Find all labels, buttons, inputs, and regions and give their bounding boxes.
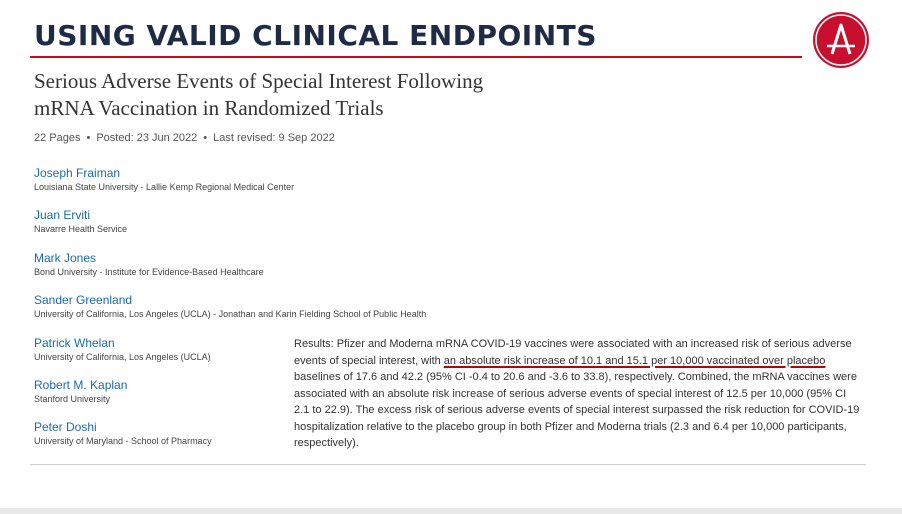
abstract-results <box>294 336 864 452</box>
author-entry <box>34 335 211 364</box>
author-name-link[interactable]: Peter Doshi <box>34 420 97 434</box>
author-entry <box>34 292 426 321</box>
paper-title <box>34 68 594 122</box>
page-count: 22 Pages <box>34 132 81 144</box>
abstract-text: baselines of 17.6 and 42.2 (95% CI -0.4 to 20.6 and -3.6 to 33.8), respectively. Combined, the mRNA vaccines were associated with an absolute risk increase of serious adverse events of special interest of 12.5 per 10,000 (95% CI 2.1 to 22.9). The excess risk of serious adverse events of special interest surpassed the risk reduction for COVID-19 hospitalization relative to the placebo group in both Pfizer and Moderna trials (2.3 and 6.4 per 10,000 participants, respectively). <box>294 371 860 449</box>
author-affiliation: University of California, Los Angeles (UCLA) <box>34 352 211 362</box>
author-affiliation: Bond University - Institute for Evidence-Based Healthcare <box>34 267 264 277</box>
author-affiliation: Stanford University <box>34 394 111 404</box>
author-entry <box>34 165 294 194</box>
author-entry <box>34 377 127 406</box>
author-affiliation: University of Maryland - School of Pharmacy <box>34 436 212 446</box>
paper-metadata <box>34 132 335 144</box>
author-name-link[interactable]: Mark Jones <box>34 251 97 265</box>
author-name-link[interactable]: Robert M. Kaplan <box>34 378 128 392</box>
author-affiliation: Louisiana State University - Lallie Kemp Regional Medical Center <box>34 182 295 192</box>
paper-title-line-2: mRNA Vaccination in Randomized Trials <box>34 96 384 120</box>
meta-separator: • <box>203 132 208 144</box>
posted-date: Posted: 23 Jun 2022 <box>96 132 198 144</box>
author-entry <box>34 207 127 236</box>
red-circle-a-logo-icon <box>811 10 871 70</box>
author-entry <box>34 419 212 448</box>
author-name-link[interactable]: Juan Erviti <box>34 208 91 222</box>
content-divider <box>30 464 866 465</box>
author-affiliation: Navarre Health Service <box>34 224 128 234</box>
title-divider <box>30 56 802 58</box>
meta-separator: • <box>86 132 91 144</box>
author-affiliation: University of California, Los Angeles (UCLA) - Jonathan and Karin Fielding School of Public Health <box>34 309 427 319</box>
slide-title: USING VALID CLINICAL ENDPOINTS <box>34 19 597 52</box>
revised-date: Last revised: 9 Sep 2022 <box>213 132 335 144</box>
author-name-link[interactable]: Patrick Whelan <box>34 336 115 350</box>
abstract-text: Results: Pfizer and Moderna mRNA COVID-19 vaccines were associated with an increased risk of serious adverse events of special interest, with <box>294 338 852 367</box>
author-name-link[interactable]: Sander Greenland <box>34 293 133 307</box>
abstract-highlight: an absolute risk increase of 10.1 and 15.1 per 10,000 vaccinated over placebo <box>443 354 826 367</box>
footer-band <box>0 508 902 514</box>
author-name-link[interactable]: Joseph Fraiman <box>34 166 121 180</box>
paper-title-line-1: Serious Adverse Events of Special Interest Following <box>34 69 484 93</box>
author-entry <box>34 250 264 279</box>
